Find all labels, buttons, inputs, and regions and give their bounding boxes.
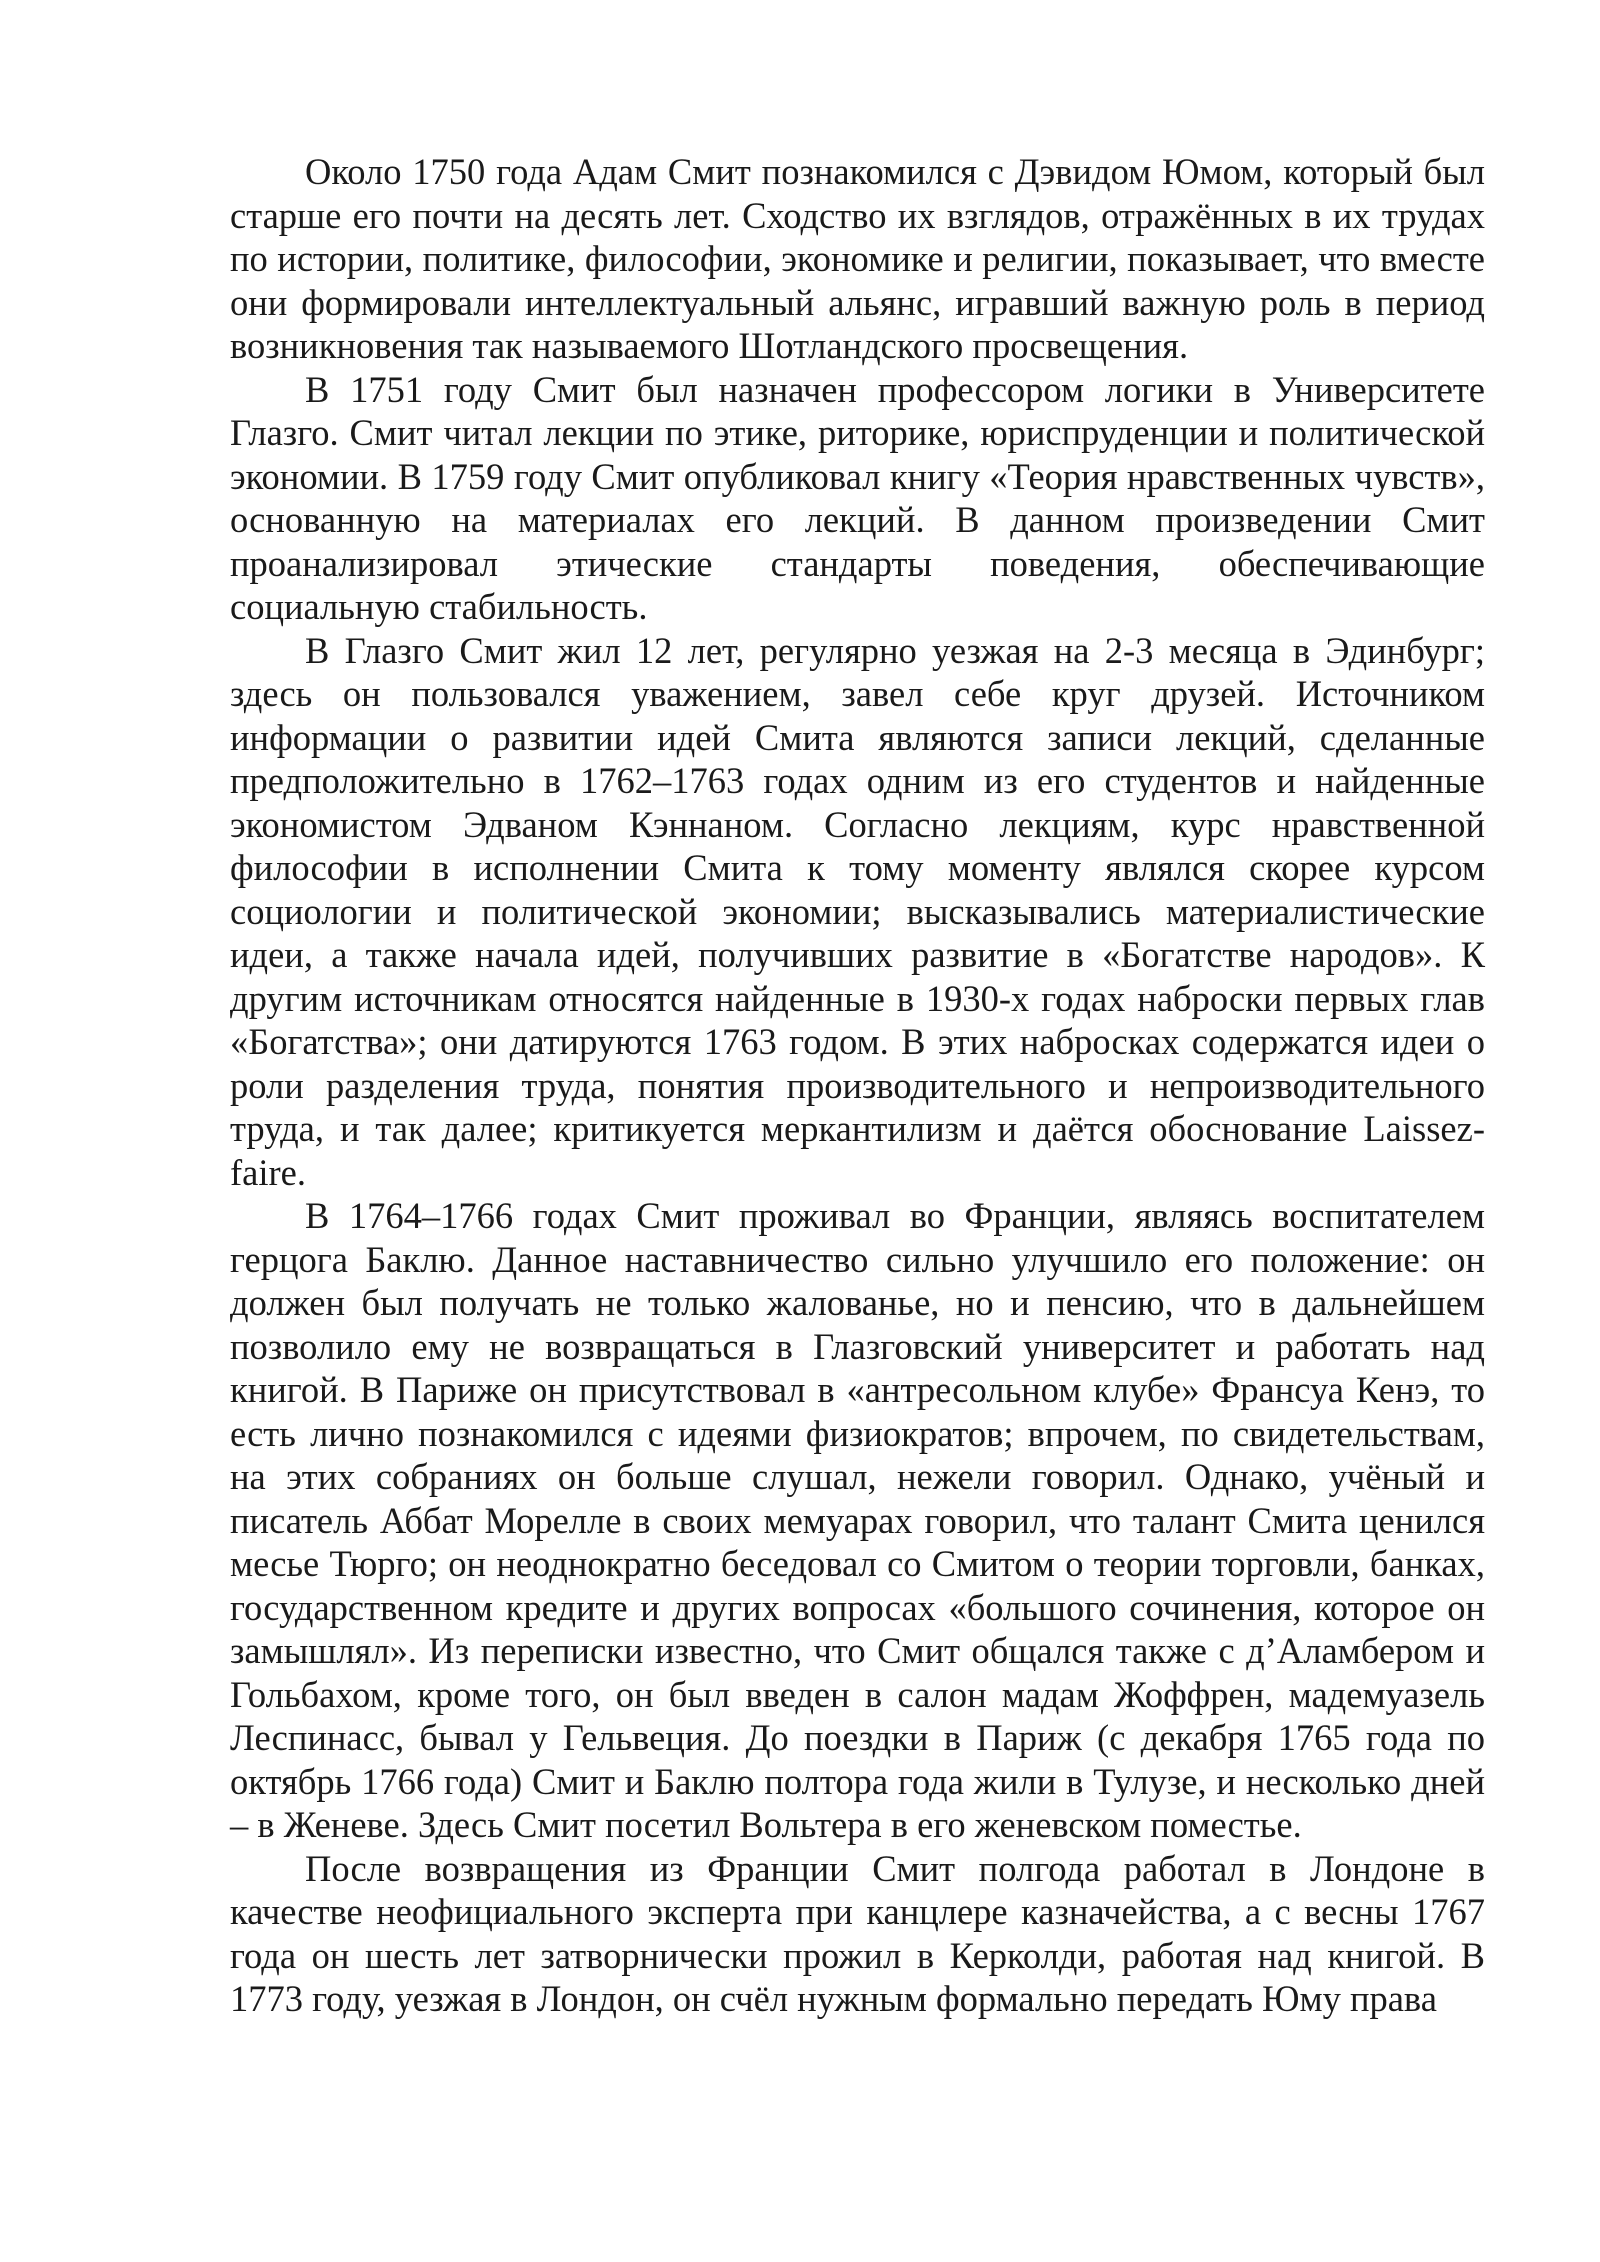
paragraph: В 1751 году Смит был назначен профессором логики в Университете Глазго. Смит читал лекции по этике, риторике, юриспруденции и политической экономии. В 1759 году Смит опубликовал книгу «Теория нравственных чувств», основанную на материалах его лекций. В данном произведении Смит проанализировал этические стандарты поведения, обеспечивающие социальную стабильность. — [230, 368, 1485, 627]
paragraph: В 1764–1766 годах Смит проживал во Франции, являясь воспитателем герцога Баклю. Данное наставничество сильно улучшило его положение: он должен был получать не только жалованье, но и пенсию, что в дальнейшем позволило ему не возвращаться в Глазговский университет и работать над книгой. В Париже он присутствовал в «антресольном клубе» Франсуа Кенэ, то есть лично познакомился с идеями физиократов; впрочем, по свидетельствам, на этих собраниях он больше слушал, нежели говорил. Однако, учёный и писатель Аббат Морелле в своих мемуарах говорил, что талант Смита ценился месье Тюрго; он неоднократно беседовал со Смитом о теории торговли, банках, государственном кредите и других вопросах «большого сочинения, которое он замышлял». Из переписки известно, что Смит общался также с д’Аламбером и Гольбахом, кроме того, он был введен в салон мадам Жоффрен, мадемуазель Леспинасс, бывал у Гельвеция. До поездки в Париж (с декабря 1765 года по октябрь 1766 года) Смит и Баклю полтора года жили в Тулузе, и несколько дней – в Женеве. Здесь Смит посетил Вольтера в его женевском поместье. — [230, 1195, 1485, 1845]
paragraph: В Глазго Смит жил 12 лет, регулярно уезжая на 2-3 месяца в Эдинбург; здесь он пользовался уважением, завел себе круг друзей. Источником информации о развитии идей Смита являются записи лекций, сделанные предположительно в 1762–1763 годах одним из его студентов и найденные экономистом Эдваном Кэннаном. Согласно лекциям, курс нравственной философии в исполнении Смита к тому моменту являлся скорее курсом социологии и политической экономии; высказывались материалистические идеи, а также начала идей, получивших развитие в «Богатстве народов». К другим источникам относятся найденные в 1930-х годах наброски первых глав «Богатства»; они датируются 1763 годом. В этих набросках содержатся идеи о роли разделения труда, понятия производительного и непроизводительного труда, и так далее; критикуется меркантилизм и даётся обоснование Laissez-faire. — [230, 629, 1485, 1193]
paragraph: После возвращения из Франции Смит полгода работал в Лондоне в качестве неофициального эксперта при канцлере казначейства, а с весны 1767 года он шесть лет затворнически прожил в Керколди, работая над книгой. В 1773 году, уезжая в Лондон, он счёл нужным формально передать Юму права — [230, 1847, 1485, 2019]
document-body — [230, 150, 1485, 2021]
paragraph: Около 1750 года Адам Смит познакомился с Дэвидом Юмом, который был старше его почти на десять лет. Сходство их взглядов, отражённых в их трудах по истории, политике, философии, экономике и религии, показывает, что вместе они формировали интеллектуальный альянс, игравший важную роль в период возникновения так называемого Шотландского просвещения. — [230, 151, 1485, 366]
